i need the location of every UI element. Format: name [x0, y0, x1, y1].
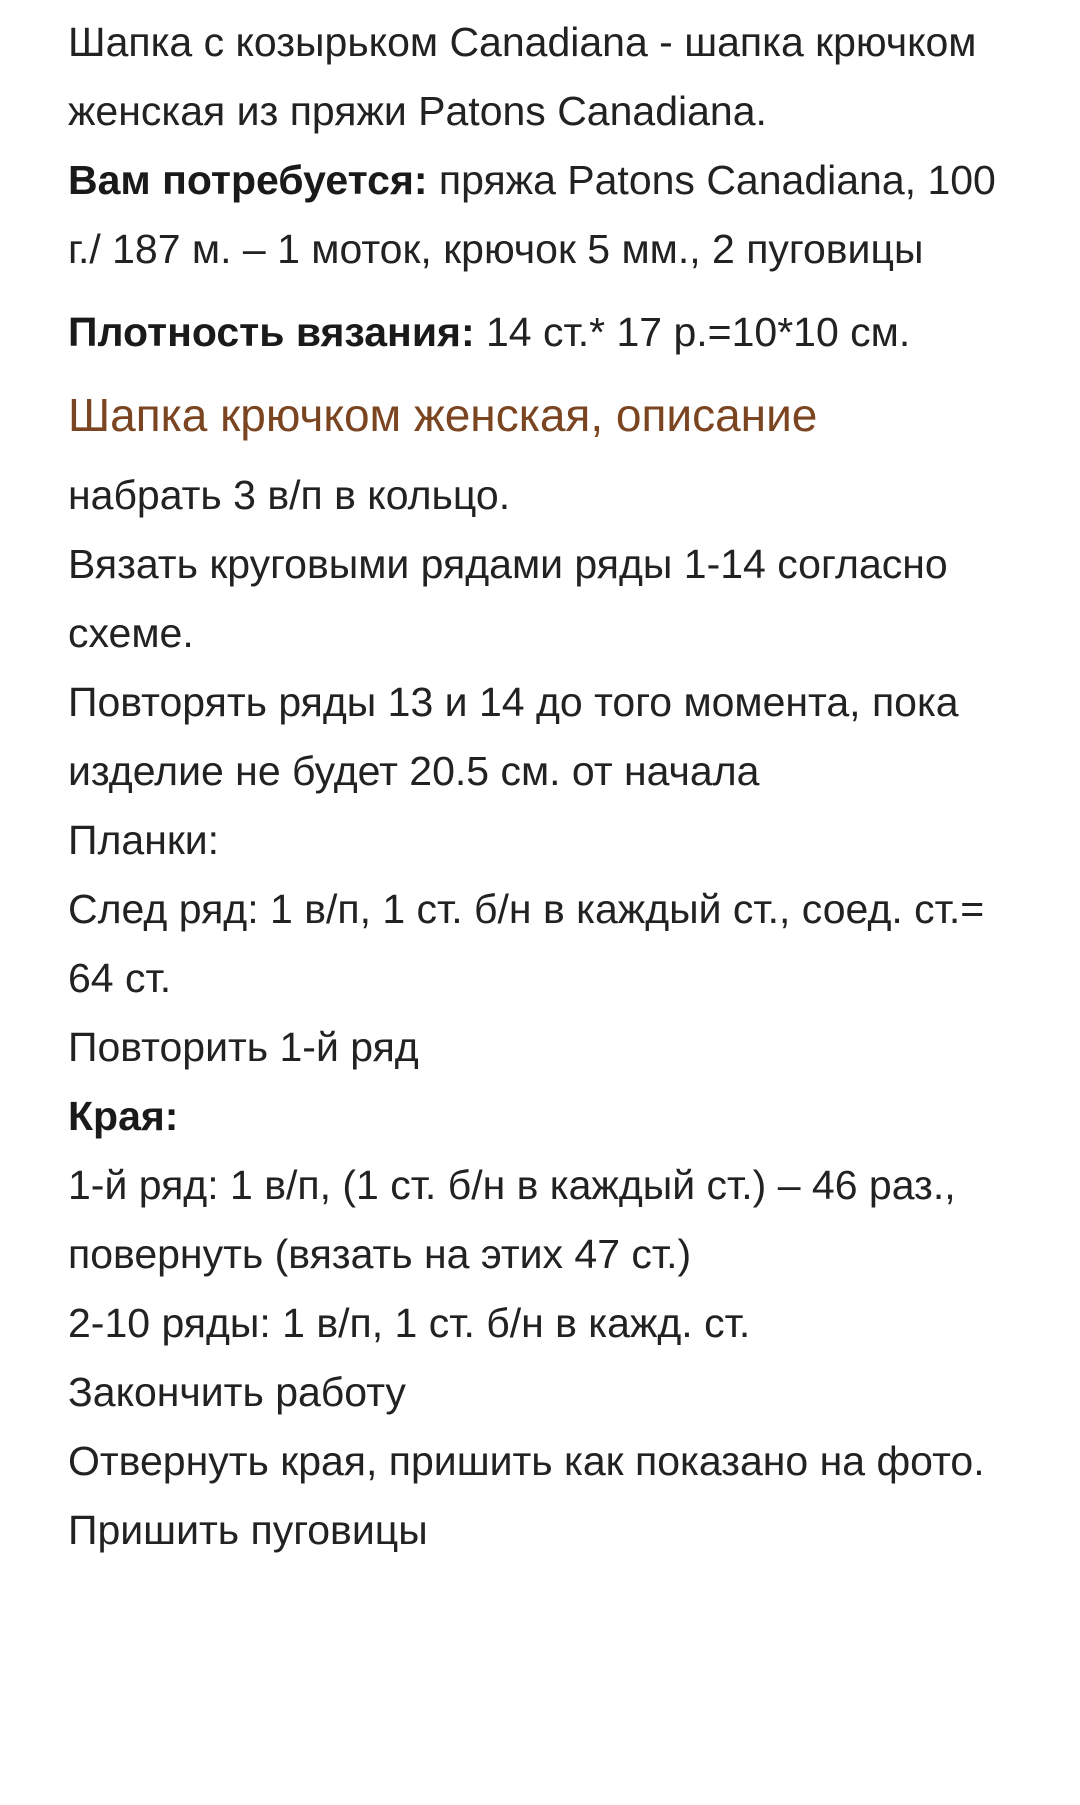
instruction-line: Планки:: [68, 817, 220, 863]
edges-heading: [68, 1082, 1028, 1151]
instruction-line: След ряд: 1 в/п, 1 ст. б/н в каждый ст., соед. ст.= 64 ст.: [68, 886, 985, 1001]
instruction-line: набрать 3 в/п в кольцо.: [68, 472, 511, 518]
instruction-line: Закончить работу: [68, 1369, 406, 1415]
materials-text: пряжа Patons Canadiana, 100 г./ 187 м. – 1 моток, крючок 5 мм., 2 пуговицы: [68, 157, 996, 272]
instruction-line: Отвернуть края, пришить как показано на фото.: [68, 1438, 985, 1484]
materials-label: Вам потребуется:: [68, 157, 428, 203]
materials-paragraph: [68, 146, 1028, 284]
intro-paragraph: Шапка с козырьком Canadiana - шапка крючком женская из пряжи Patons Canadiana.: [68, 19, 977, 134]
instruction-line: Пришить пуговицы: [68, 1507, 428, 1553]
section-title: Шапка крючком женская, описание: [68, 389, 818, 441]
instruction-line: Вязать круговыми рядами ряды 1-14 согласно схеме.: [68, 541, 948, 656]
gauge-label: Плотность вязания:: [68, 309, 475, 355]
gauge-text: 14 ст.* 17 р.=10*10 см.: [474, 309, 911, 355]
instruction-line: Повторять ряды 13 и 14 до того момента, пока изделие не будет 20.5 см. от начала: [68, 679, 959, 794]
gauge-paragraph: [68, 298, 1028, 367]
article-content: [68, 8, 1028, 1565]
instruction-line: Повторить 1-й ряд: [68, 1024, 419, 1070]
instruction-line: 2-10 ряды: 1 в/п, 1 ст. б/н в кажд. ст.: [68, 1300, 751, 1346]
instruction-line: 1-й ряд: 1 в/п, (1 ст. б/н в каждый ст.) – 46 раз., повернуть (вязать на этих 47 ст.): [68, 1162, 956, 1277]
edges-label: Края:: [68, 1093, 179, 1139]
